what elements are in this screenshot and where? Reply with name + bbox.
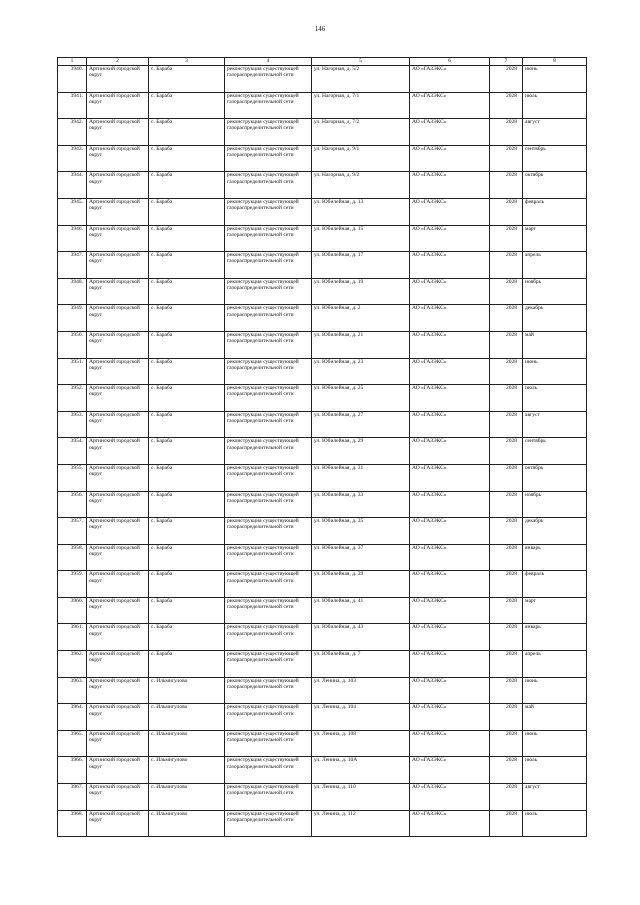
- month-cell: май: [523, 704, 587, 731]
- address-cell: ул. Юбилейная, д. 33: [312, 491, 410, 518]
- year-cell: 2028: [490, 358, 523, 385]
- month-cell: июнь: [523, 677, 587, 704]
- table-row: [58, 278, 587, 305]
- year-cell: 2028: [490, 597, 523, 624]
- work-type-cell: реконструкция существующей газораспределительной сети: [225, 571, 312, 598]
- row-number-cell: 3945.: [58, 198, 87, 225]
- work-type-cell: реконструкция существующей газораспределительной сети: [225, 438, 312, 465]
- table-row: [58, 544, 587, 571]
- row-number-cell: 3946.: [58, 225, 87, 252]
- work-type-cell: реконструкция существующей газораспределительной сети: [225, 597, 312, 624]
- organization-cell: АО «ГАЗЭКС»: [410, 571, 490, 598]
- header-row: [58, 58, 587, 66]
- row-number-cell: 3940.: [58, 66, 87, 93]
- table-row: [58, 358, 587, 385]
- work-type-cell: реконструкция существующей газораспределительной сети: [225, 66, 312, 93]
- address-cell: ул. Юбилейная, д. 29: [312, 438, 410, 465]
- month-cell: июнь: [523, 358, 587, 385]
- table-row: [58, 677, 587, 704]
- organization-cell: АО «ГАЗЭКС»: [410, 385, 490, 412]
- table-row: [58, 198, 587, 225]
- address-cell: ул. Юбилейная, д. 37: [312, 544, 410, 571]
- month-cell: сентябрь: [523, 145, 587, 172]
- municipality-cell: Артинский городской округ: [87, 198, 149, 225]
- table-header: [58, 58, 587, 66]
- settlement-cell: с. Бараба: [149, 145, 225, 172]
- year-cell: 2028: [490, 491, 523, 518]
- settlement-cell: с. Бараба: [149, 331, 225, 358]
- settlement-cell: с. Бараба: [149, 305, 225, 332]
- municipality-cell: Артинский городской округ: [87, 757, 149, 784]
- municipality-cell: Артинский городской округ: [87, 119, 149, 146]
- row-number-cell: 3967.: [58, 784, 87, 811]
- organization-cell: АО «ГАЗЭКС»: [410, 784, 490, 811]
- municipality-cell: Артинский городской округ: [87, 225, 149, 252]
- work-type-cell: реконструкция существующей газораспределительной сети: [225, 491, 312, 518]
- address-cell: ул. Ленина, д. 10А: [312, 757, 410, 784]
- address-cell: ул. Юбилейная, д. 23: [312, 358, 410, 385]
- address-cell: ул. Нагорная, д. 7/1: [312, 92, 410, 119]
- table-row: [58, 730, 587, 757]
- settlement-cell: с. Ильмигулово: [149, 677, 225, 704]
- settlement-cell: с. Бараба: [149, 225, 225, 252]
- year-cell: 2028: [490, 784, 523, 811]
- year-cell: 2028: [490, 438, 523, 465]
- organization-cell: АО «ГАЗЭКС»: [410, 438, 490, 465]
- address-cell: ул. Юбилейная, д. 35: [312, 518, 410, 545]
- month-cell: январь: [523, 624, 587, 651]
- settlement-cell: с. Бараба: [149, 252, 225, 279]
- organization-cell: АО «ГАЗЭКС»: [410, 730, 490, 757]
- year-cell: 2028: [490, 544, 523, 571]
- work-type-cell: реконструкция существующей газораспределительной сети: [225, 518, 312, 545]
- month-cell: ноябрь: [523, 491, 587, 518]
- address-cell: ул. Юбилейная, д. 17: [312, 252, 410, 279]
- municipality-cell: Артинский городской округ: [87, 624, 149, 651]
- month-cell: март: [523, 225, 587, 252]
- address-cell: ул. Юбилейная, д. 27: [312, 411, 410, 438]
- settlement-cell: с. Бараба: [149, 491, 225, 518]
- address-cell: ул. Нагорная, д. 9/2: [312, 172, 410, 199]
- settlement-cell: с. Бараба: [149, 624, 225, 651]
- address-cell: ул. Юбилейная, д. 39: [312, 571, 410, 598]
- table-row: [58, 92, 587, 119]
- settlement-cell: с. Бараба: [149, 544, 225, 571]
- work-type-cell: реконструкция существующей газораспределительной сети: [225, 730, 312, 757]
- row-number-cell: 3958.: [58, 544, 87, 571]
- table-row: [58, 518, 587, 545]
- work-type-cell: реконструкция существующей газораспределительной сети: [225, 651, 312, 678]
- address-cell: ул. Юбилейная, д. 13: [312, 198, 410, 225]
- address-cell: ул. Ленина, д. 110: [312, 784, 410, 811]
- year-cell: 2028: [490, 571, 523, 598]
- organization-cell: АО «ГАЗЭКС»: [410, 810, 490, 837]
- row-number-cell: 3947.: [58, 252, 87, 279]
- organization-cell: АО «ГАЗЭКС»: [410, 651, 490, 678]
- address-cell: ул. Юбилейная, д. 31: [312, 464, 410, 491]
- organization-cell: АО «ГАЗЭКС»: [410, 544, 490, 571]
- table-row: [58, 597, 587, 624]
- settlement-cell: с. Бараба: [149, 119, 225, 146]
- work-type-cell: реконструкция существующей газораспределительной сети: [225, 278, 312, 305]
- address-cell: ул. Ленина, д. 112: [312, 810, 410, 837]
- settlement-cell: с. Бараба: [149, 385, 225, 412]
- header-cell-5: 5: [312, 58, 410, 66]
- municipality-cell: Артинский городской округ: [87, 651, 149, 678]
- work-type-cell: реконструкция существующей газораспределительной сети: [225, 92, 312, 119]
- month-cell: апрель: [523, 252, 587, 279]
- work-type-cell: реконструкция существующей газораспределительной сети: [225, 544, 312, 571]
- municipality-cell: Артинский городской округ: [87, 358, 149, 385]
- year-cell: 2028: [490, 119, 523, 146]
- organization-cell: АО «ГАЗЭКС»: [410, 464, 490, 491]
- municipality-cell: Артинский городской округ: [87, 704, 149, 731]
- settlement-cell: с. Бараба: [149, 172, 225, 199]
- work-type-cell: реконструкция существующей газораспределительной сети: [225, 145, 312, 172]
- year-cell: 2028: [490, 331, 523, 358]
- settlement-cell: с. Бараба: [149, 571, 225, 598]
- year-cell: 2028: [490, 145, 523, 172]
- year-cell: 2028: [490, 252, 523, 279]
- organization-cell: АО «ГАЗЭКС»: [410, 704, 490, 731]
- year-cell: 2028: [490, 278, 523, 305]
- month-cell: май: [523, 331, 587, 358]
- month-cell: декабрь: [523, 518, 587, 545]
- row-number-cell: 3956.: [58, 491, 87, 518]
- settlement-cell: с. Ильмигулово: [149, 730, 225, 757]
- organization-cell: АО «ГАЗЭКС»: [410, 305, 490, 332]
- municipality-cell: Артинский городской округ: [87, 544, 149, 571]
- month-cell: июнь: [523, 730, 587, 757]
- organization-cell: АО «ГАЗЭКС»: [410, 119, 490, 146]
- row-number-cell: 3951.: [58, 358, 87, 385]
- municipality-cell: Артинский городской округ: [87, 145, 149, 172]
- settlement-cell: с. Бараба: [149, 464, 225, 491]
- organization-cell: АО «ГАЗЭКС»: [410, 411, 490, 438]
- table-row: [58, 225, 587, 252]
- table-row: [58, 385, 587, 412]
- address-cell: ул. Ленина, д. 104: [312, 704, 410, 731]
- municipality-cell: Артинский городской округ: [87, 597, 149, 624]
- address-cell: ул. Юбилейная, д. 7: [312, 651, 410, 678]
- table-row: [58, 651, 587, 678]
- municipality-cell: Артинский городской округ: [87, 278, 149, 305]
- address-cell: ул. Юбилейная, д. 41: [312, 597, 410, 624]
- address-cell: ул. Юбилейная, д. 25: [312, 385, 410, 412]
- table-row: [58, 411, 587, 438]
- year-cell: 2028: [490, 757, 523, 784]
- organization-cell: АО «ГАЗЭКС»: [410, 491, 490, 518]
- header-cell-2: 2: [87, 58, 149, 66]
- municipality-cell: Артинский городской округ: [87, 438, 149, 465]
- municipality-cell: Артинский городской округ: [87, 491, 149, 518]
- work-type-cell: реконструкция существующей газораспределительной сети: [225, 704, 312, 731]
- table-body: [58, 66, 587, 837]
- organization-cell: АО «ГАЗЭКС»: [410, 597, 490, 624]
- work-type-cell: реконструкция существующей газораспределительной сети: [225, 358, 312, 385]
- year-cell: 2028: [490, 651, 523, 678]
- year-cell: 2028: [490, 305, 523, 332]
- organization-cell: АО «ГАЗЭКС»: [410, 757, 490, 784]
- municipality-cell: Артинский городской округ: [87, 784, 149, 811]
- row-number-cell: 3953.: [58, 411, 87, 438]
- organization-cell: АО «ГАЗЭКС»: [410, 172, 490, 199]
- table-row: [58, 438, 587, 465]
- schedule-table-container: [57, 57, 586, 837]
- settlement-cell: с. Ильмигулово: [149, 784, 225, 811]
- year-cell: 2028: [490, 704, 523, 731]
- table-row: [58, 145, 587, 172]
- header-cell-3: 3: [149, 58, 225, 66]
- table-row: [58, 119, 587, 146]
- table-row: [58, 464, 587, 491]
- settlement-cell: с. Ильмигулово: [149, 704, 225, 731]
- address-cell: ул. Ленина, д. 108: [312, 730, 410, 757]
- settlement-cell: с. Бараба: [149, 278, 225, 305]
- work-type-cell: реконструкция существующей газораспределительной сети: [225, 624, 312, 651]
- municipality-cell: Артинский городской округ: [87, 252, 149, 279]
- municipality-cell: Артинский городской округ: [87, 518, 149, 545]
- address-cell: ул. Юбилейная, д. 19: [312, 278, 410, 305]
- row-number-cell: 3959.: [58, 571, 87, 598]
- header-cell-6: 6: [410, 58, 490, 66]
- address-cell: ул. Юбилейная, д. 2: [312, 305, 410, 332]
- month-cell: август: [523, 411, 587, 438]
- header-cell-8: 8: [523, 58, 587, 66]
- row-number-cell: 3964.: [58, 704, 87, 731]
- header-cell-4: 4: [225, 58, 312, 66]
- work-type-cell: реконструкция существующей газораспределительной сети: [225, 331, 312, 358]
- row-number-cell: 3954.: [58, 438, 87, 465]
- municipality-cell: Артинский городской округ: [87, 385, 149, 412]
- address-cell: ул. Юбилейная, д. 43: [312, 624, 410, 651]
- address-cell: ул. Ленина, д. 103: [312, 677, 410, 704]
- row-number-cell: 3962.: [58, 651, 87, 678]
- work-type-cell: реконструкция существующей газораспределительной сети: [225, 305, 312, 332]
- year-cell: 2028: [490, 225, 523, 252]
- month-cell: июнь: [523, 66, 587, 93]
- settlement-cell: с. Бараба: [149, 198, 225, 225]
- row-number-cell: 3961.: [58, 624, 87, 651]
- settlement-cell: с. Бараба: [149, 651, 225, 678]
- settlement-cell: с. Ильмигулово: [149, 757, 225, 784]
- year-cell: 2028: [490, 730, 523, 757]
- year-cell: 2028: [490, 810, 523, 837]
- organization-cell: АО «ГАЗЭКС»: [410, 358, 490, 385]
- work-type-cell: реконструкция существующей газораспределительной сети: [225, 784, 312, 811]
- settlement-cell: с. Бараба: [149, 66, 225, 93]
- municipality-cell: Артинский городской округ: [87, 677, 149, 704]
- month-cell: июль: [523, 757, 587, 784]
- municipality-cell: Артинский городской округ: [87, 331, 149, 358]
- organization-cell: АО «ГАЗЭКС»: [410, 92, 490, 119]
- work-type-cell: реконструкция существующей газораспределительной сети: [225, 252, 312, 279]
- month-cell: январь: [523, 544, 587, 571]
- organization-cell: АО «ГАЗЭКС»: [410, 677, 490, 704]
- year-cell: 2028: [490, 385, 523, 412]
- table-row: [58, 66, 587, 93]
- page-number: 146: [314, 25, 326, 33]
- work-type-cell: реконструкция существующей газораспределительной сети: [225, 385, 312, 412]
- table-row: [58, 172, 587, 199]
- work-type-cell: реконструкция существующей газораспределительной сети: [225, 172, 312, 199]
- table-row: [58, 252, 587, 279]
- settlement-cell: с. Бараба: [149, 411, 225, 438]
- work-type-cell: реконструкция существующей газораспределительной сети: [225, 677, 312, 704]
- table-row: [58, 331, 587, 358]
- row-number-cell: 3965.: [58, 730, 87, 757]
- month-cell: апрель: [523, 651, 587, 678]
- municipality-cell: Артинский городской округ: [87, 464, 149, 491]
- month-cell: июль: [523, 385, 587, 412]
- year-cell: 2028: [490, 172, 523, 199]
- month-cell: август: [523, 119, 587, 146]
- row-number-cell: 3950.: [58, 331, 87, 358]
- organization-cell: АО «ГАЗЭКС»: [410, 518, 490, 545]
- municipality-cell: Артинский городской округ: [87, 730, 149, 757]
- month-cell: октябрь: [523, 464, 587, 491]
- organization-cell: АО «ГАЗЭКС»: [410, 278, 490, 305]
- header-cell-7: 7: [490, 58, 523, 66]
- municipality-cell: Артинский городской округ: [87, 305, 149, 332]
- address-cell: ул. Нагорная, д. 9/1: [312, 145, 410, 172]
- organization-cell: АО «ГАЗЭКС»: [410, 331, 490, 358]
- work-type-cell: реконструкция существующей газораспределительной сети: [225, 810, 312, 837]
- work-type-cell: реконструкция существующей газораспределительной сети: [225, 198, 312, 225]
- month-cell: октябрь: [523, 172, 587, 199]
- row-number-cell: 3948.: [58, 278, 87, 305]
- year-cell: 2028: [490, 677, 523, 704]
- year-cell: 2028: [490, 92, 523, 119]
- organization-cell: АО «ГАЗЭКС»: [410, 225, 490, 252]
- year-cell: 2028: [490, 411, 523, 438]
- organization-cell: АО «ГАЗЭКС»: [410, 198, 490, 225]
- table-row: [58, 491, 587, 518]
- table-row: [58, 810, 587, 837]
- work-type-cell: реконструкция существующей газораспределительной сети: [225, 411, 312, 438]
- year-cell: 2028: [490, 464, 523, 491]
- municipality-cell: Артинский городской округ: [87, 571, 149, 598]
- year-cell: 2028: [490, 624, 523, 651]
- month-cell: сентябрь: [523, 438, 587, 465]
- table-row: [58, 757, 587, 784]
- year-cell: 2028: [490, 198, 523, 225]
- row-number-cell: 3942.: [58, 119, 87, 146]
- row-number-cell: 3963.: [58, 677, 87, 704]
- municipality-cell: Артинский городской округ: [87, 411, 149, 438]
- organization-cell: АО «ГАЗЭКС»: [410, 252, 490, 279]
- settlement-cell: с. Бараба: [149, 518, 225, 545]
- work-type-cell: реконструкция существующей газораспределительной сети: [225, 757, 312, 784]
- address-cell: ул. Юбилейная, д. 21: [312, 331, 410, 358]
- month-cell: февраль: [523, 571, 587, 598]
- month-cell: ноябрь: [523, 278, 587, 305]
- month-cell: декабрь: [523, 305, 587, 332]
- year-cell: 2028: [490, 518, 523, 545]
- schedule-table: [57, 57, 587, 837]
- organization-cell: АО «ГАЗЭКС»: [410, 624, 490, 651]
- row-number-cell: 3960.: [58, 597, 87, 624]
- settlement-cell: с. Ильмигулово: [149, 810, 225, 837]
- header-cell-1: 1: [58, 58, 87, 66]
- municipality-cell: Артинский городской округ: [87, 172, 149, 199]
- row-number-cell: 3955.: [58, 464, 87, 491]
- settlement-cell: с. Бараба: [149, 438, 225, 465]
- settlement-cell: с. Бараба: [149, 597, 225, 624]
- month-cell: март: [523, 597, 587, 624]
- row-number-cell: 3968.: [58, 810, 87, 837]
- organization-cell: АО «ГАЗЭКС»: [410, 145, 490, 172]
- work-type-cell: реконструкция существующей газораспределительной сети: [225, 225, 312, 252]
- settlement-cell: с. Бараба: [149, 92, 225, 119]
- month-cell: август: [523, 784, 587, 811]
- table-row: [58, 784, 587, 811]
- row-number-cell: 3966.: [58, 757, 87, 784]
- row-number-cell: 3957.: [58, 518, 87, 545]
- municipality-cell: Артинский городской округ: [87, 810, 149, 837]
- table-row: [58, 624, 587, 651]
- address-cell: ул. Нагорная, д. 5/2: [312, 66, 410, 93]
- settlement-cell: с. Бараба: [149, 358, 225, 385]
- row-number-cell: 3943.: [58, 145, 87, 172]
- row-number-cell: 3941.: [58, 92, 87, 119]
- address-cell: ул. Нагорная, д. 7/2: [312, 119, 410, 146]
- month-cell: июль: [523, 92, 587, 119]
- row-number-cell: 3944.: [58, 172, 87, 199]
- row-number-cell: 3949.: [58, 305, 87, 332]
- work-type-cell: реконструкция существующей газораспределительной сети: [225, 119, 312, 146]
- table-row: [58, 571, 587, 598]
- municipality-cell: Артинский городской округ: [87, 66, 149, 93]
- municipality-cell: Артинский городской округ: [87, 92, 149, 119]
- month-cell: июль: [523, 810, 587, 837]
- work-type-cell: реконструкция существующей газораспределительной сети: [225, 464, 312, 491]
- organization-cell: АО «ГАЗЭКС»: [410, 66, 490, 93]
- table-row: [58, 305, 587, 332]
- address-cell: ул. Юбилейная, д. 15: [312, 225, 410, 252]
- month-cell: февраль: [523, 198, 587, 225]
- row-number-cell: 3952.: [58, 385, 87, 412]
- table-row: [58, 704, 587, 731]
- year-cell: 2028: [490, 66, 523, 93]
